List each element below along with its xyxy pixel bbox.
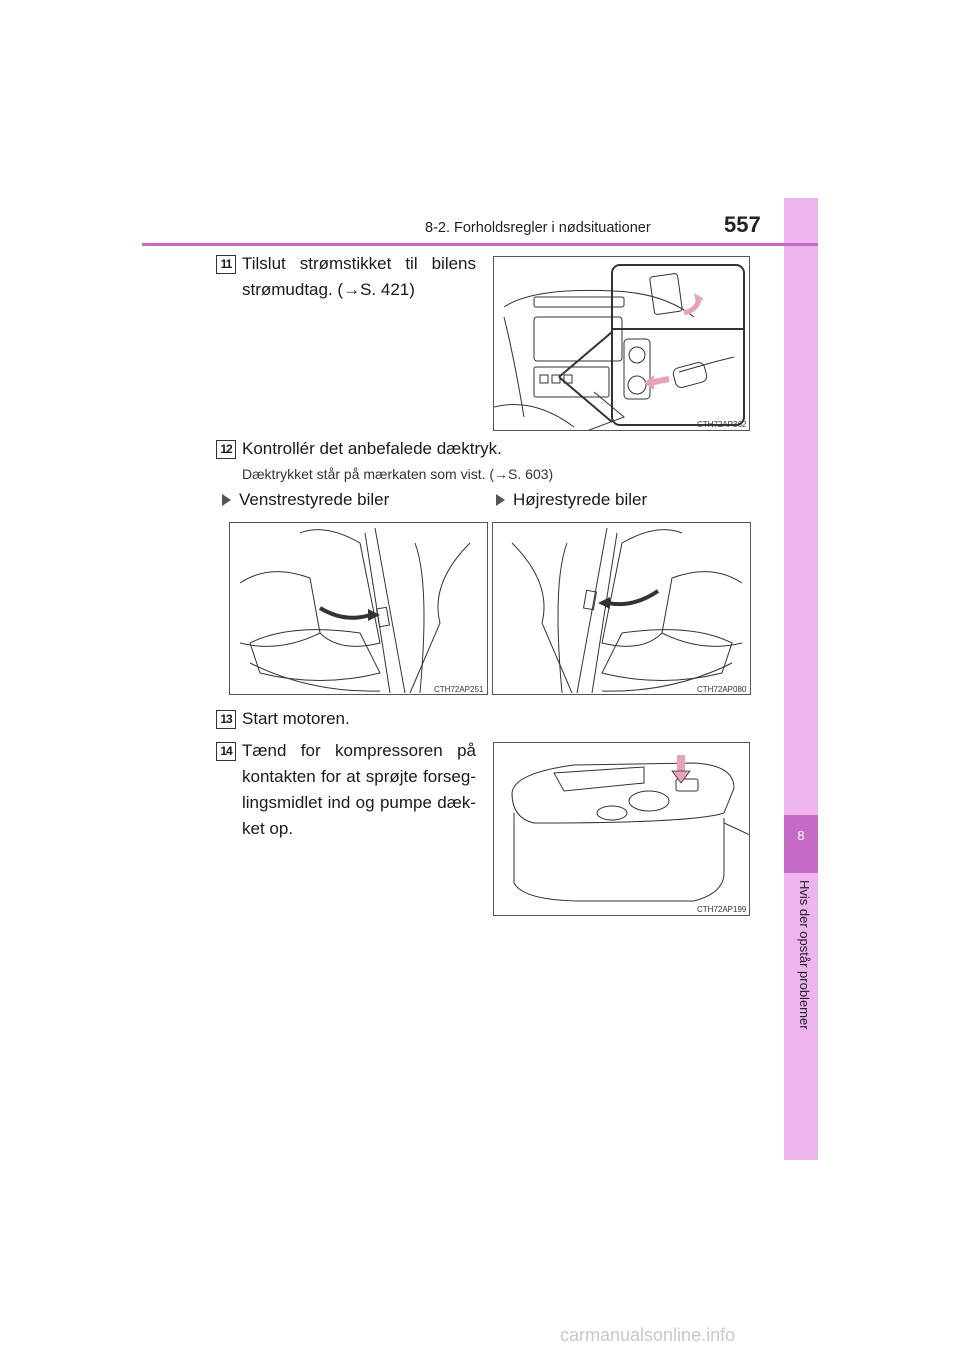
step-12-text: Kontrollér det anbefalede dæktryk. bbox=[242, 439, 502, 458]
left-drive-heading bbox=[222, 490, 389, 510]
figure-code-right: CTH72AP080 bbox=[697, 685, 747, 694]
chapter-number-tab[interactable] bbox=[784, 815, 818, 873]
left-drive-label: Venstrestyrede biler bbox=[239, 490, 390, 509]
right-drive-seat-illustration bbox=[493, 523, 751, 695]
chapter-number: 8 bbox=[797, 828, 805, 843]
header-rule bbox=[142, 243, 818, 246]
section-title: 8-2. Forholdsregler i nødsituationer bbox=[425, 220, 651, 236]
right-drive-heading bbox=[496, 490, 647, 510]
step-14-text: Tænd for kompressoren på kontakten for at sprøjte forseg-lingsmidlet ind og pumpe dæk-ket op. bbox=[242, 741, 476, 838]
chapter-label: Hvis der opstår problemer bbox=[797, 880, 812, 1030]
left-drive-seat-illustration bbox=[230, 523, 488, 695]
left-drive-figure bbox=[229, 522, 488, 695]
triangle-bullet-icon bbox=[222, 494, 231, 506]
step-13-text: Start motoren. bbox=[242, 709, 350, 728]
step-badge-11: 11 bbox=[216, 255, 236, 274]
step-11-text: Tilslut strømstikket til bilens strømudtag. (→S. 421) bbox=[242, 254, 476, 299]
compressor-illustration bbox=[494, 743, 750, 916]
figure-code-left: CTH72AP251 bbox=[434, 685, 484, 694]
power-outlet-figure bbox=[493, 256, 750, 431]
power-outlet-illustration bbox=[494, 257, 750, 431]
page-number: 557 bbox=[724, 212, 761, 237]
step-badge-12: 12 bbox=[216, 440, 236, 459]
figure-code: CTH72AP362 bbox=[697, 420, 747, 429]
step-badge-14: 14 bbox=[216, 742, 236, 761]
compressor-figure bbox=[493, 742, 750, 916]
figure-code: CTH72AP199 bbox=[697, 905, 747, 914]
chapter-label-wrap bbox=[790, 880, 814, 1150]
step-badge-13: 13 bbox=[216, 710, 236, 729]
right-drive-figure bbox=[492, 522, 751, 695]
watermark: carmanualsonline.info bbox=[560, 1325, 736, 1345]
triangle-bullet-icon bbox=[496, 494, 505, 506]
right-drive-label: Højrestyrede biler bbox=[513, 490, 648, 509]
step-12-note: Dæktrykket står på mærkaten som vist. (→S. 603) bbox=[242, 466, 554, 482]
